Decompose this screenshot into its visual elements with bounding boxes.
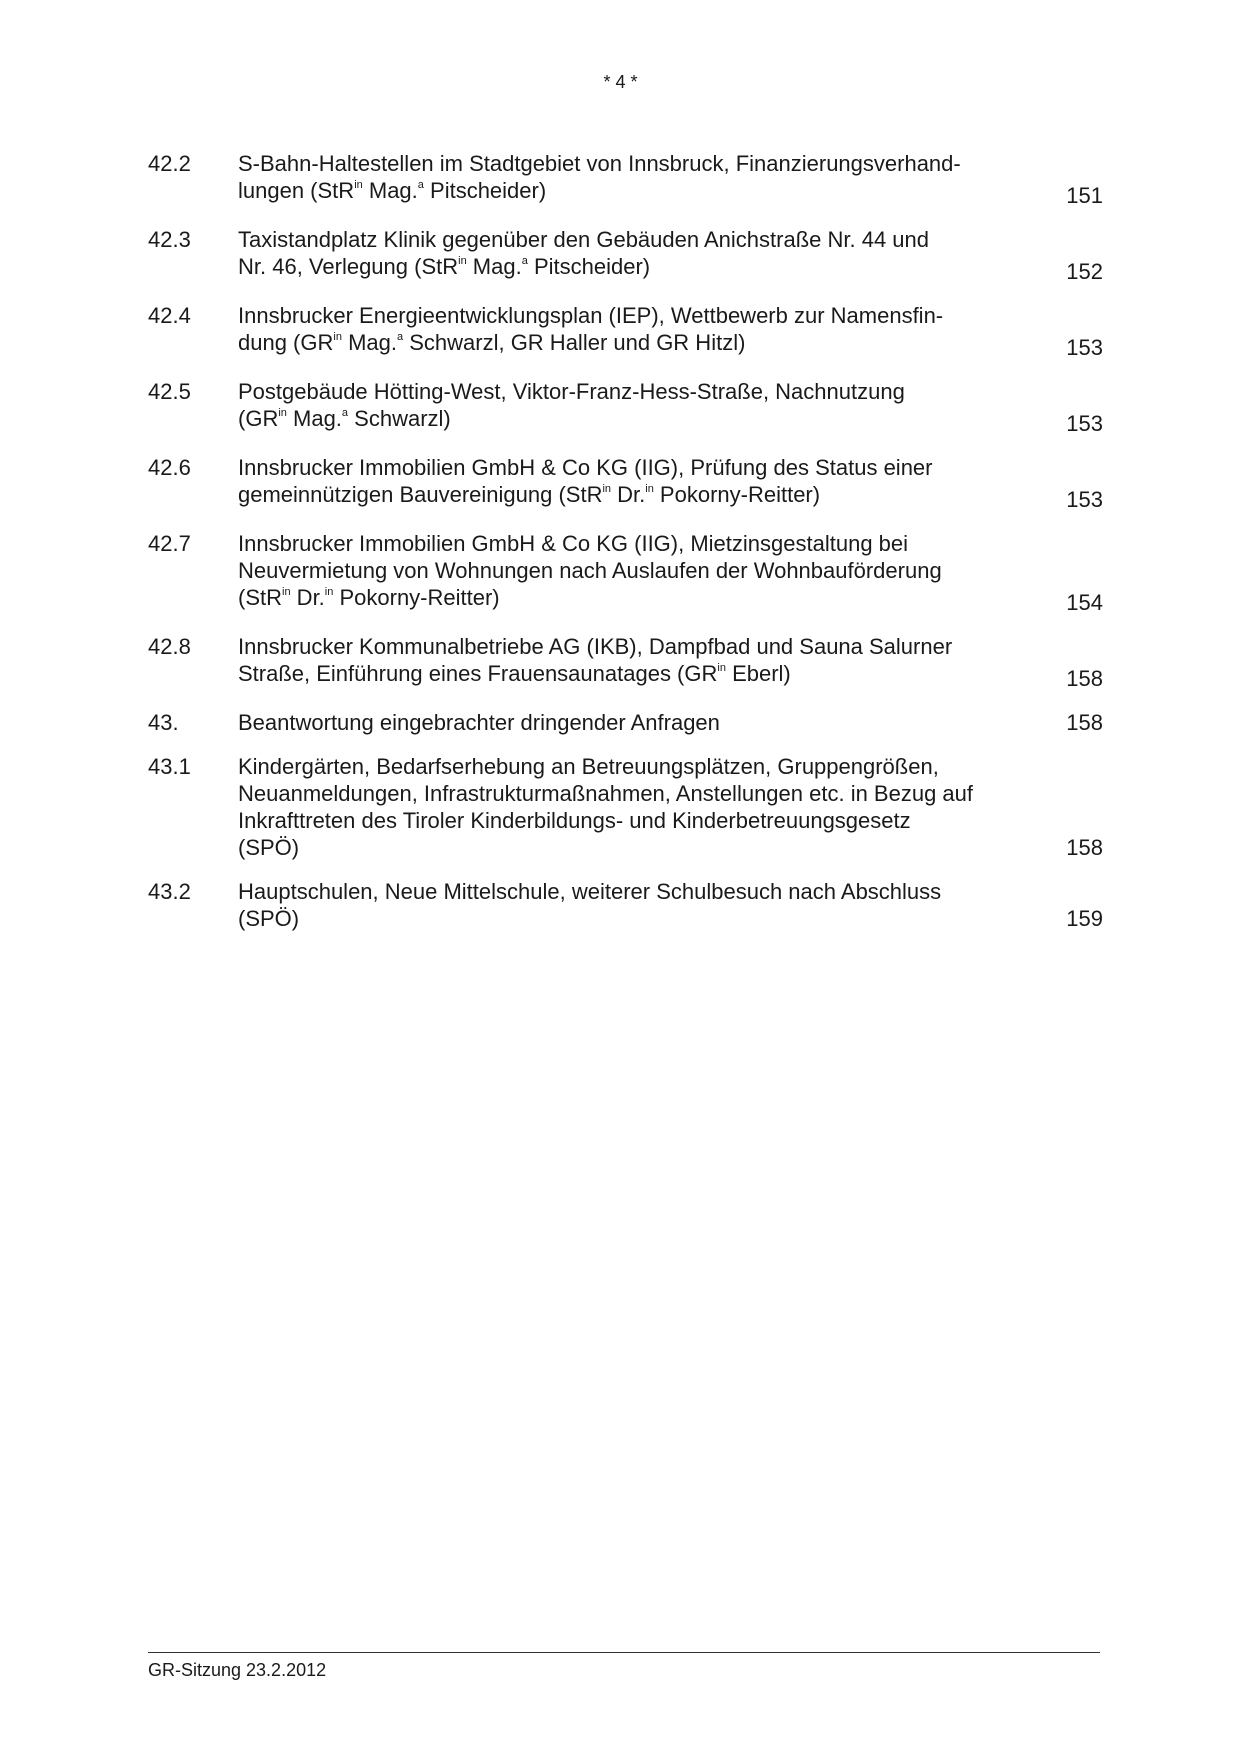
toc-entry-page-number: 158: [1066, 710, 1103, 735]
toc-entry-title-line: [238, 709, 1018, 736]
toc-entry-page-number: 153: [1066, 335, 1103, 360]
toc-entry: [148, 302, 1103, 361]
toc-entry-number: 43.1: [148, 754, 191, 779]
toc-entry-number: 42.2: [148, 151, 191, 176]
title-superscript: in: [354, 179, 363, 191]
toc-entry: [148, 530, 1103, 616]
toc-entry-title-line: [238, 378, 1018, 405]
toc-entry: [148, 633, 1103, 692]
title-text-segment: Pokorny-Reitter): [333, 585, 500, 610]
title-superscript: a: [521, 255, 528, 267]
toc-entry-number: 42.7: [148, 531, 191, 556]
title-text-segment: Kindergärten, Bedarfserhebung an Betreuungsplätzen, Gruppengrößen,: [238, 754, 939, 779]
title-superscript: in: [333, 331, 342, 343]
toc-entry-page-number: 152: [1066, 259, 1103, 284]
title-superscript: in: [278, 407, 287, 419]
title-text-segment: Neuanmeldungen, Infrastrukturmaßnahmen, Anstellungen etc. in Bezug auf: [238, 781, 974, 806]
toc-entry-title-line: [238, 302, 1018, 329]
toc-entry-title-line: [238, 878, 1018, 905]
title-text-segment: Schwarzl, GR Haller und GR Hitzl): [403, 330, 746, 355]
toc-entry-title: [238, 709, 1018, 736]
title-text-segment: Innsbrucker Immobilien GmbH & Co KG (IIG), Prüfung des Status einer: [238, 455, 933, 480]
title-text-segment: Nr. 46, Verlegung (StR: [238, 254, 459, 279]
title-text-segment: Mag.: [286, 406, 342, 431]
footer-text: GR-Sitzung 23.2.2012: [148, 1660, 327, 1680]
toc-entry-page-number: 153: [1066, 487, 1103, 512]
table-of-contents: [148, 150, 1103, 949]
title-superscript: in: [645, 483, 654, 495]
title-superscript: a: [417, 179, 424, 191]
toc-entry-title: [238, 454, 1018, 513]
title-text-segment: Eberl): [725, 661, 791, 686]
toc-entry-page-number: 151: [1066, 183, 1103, 208]
toc-entry: [148, 378, 1103, 437]
title-text-segment: Postgebäude Hötting-West, Viktor-Franz-Hess-Straße, Nachnutzung: [238, 379, 905, 404]
title-text-segment: Schwarzl): [348, 406, 451, 431]
title-superscript: in: [602, 483, 612, 495]
toc-entry-title-line: [238, 253, 1018, 285]
toc-entry: [148, 150, 1103, 209]
title-text-segment: Dr.: [611, 482, 646, 507]
toc-entry-title-line: [238, 780, 1018, 807]
toc-entry-number: 42.5: [148, 379, 191, 404]
title-text-segment: dung (GR: [238, 330, 334, 355]
toc-entry: [148, 753, 1103, 861]
toc-entry-title-line: [238, 660, 1018, 692]
toc-entry-title-line: [238, 834, 1018, 861]
toc-entry-title-line: [238, 807, 1018, 834]
footer-divider: [148, 1652, 1100, 1653]
toc-entry-page-number: 159: [1066, 906, 1103, 931]
title-text-segment: Neuvermietung von Wohnungen nach Auslaufen der Wohnbauförderung: [238, 558, 942, 583]
toc-entry-title-line: [238, 584, 1018, 616]
title-text-segment: Straße, Einführung eines Frauensaunatages (GR: [238, 661, 718, 686]
toc-entry-number: 42.4: [148, 303, 191, 328]
title-text-segment: Innsbrucker Energieentwicklungsplan (IEP), Wettbewerb zur Namensfin-: [238, 303, 944, 328]
toc-entry-number: 42.8: [148, 634, 191, 659]
title-text-segment: (StR: [238, 585, 282, 610]
title-text-segment: S-Bahn-Haltestellen im Stadtgebiet von Innsbruck, Finanzierungsverhand-: [238, 151, 961, 176]
toc-entry-title-line: [238, 150, 1018, 177]
toc-entry-title-line: [238, 405, 1018, 437]
title-text-segment: Pitscheider): [423, 178, 547, 203]
toc-entry: [148, 226, 1103, 285]
toc-entry-number: 43.: [148, 710, 179, 735]
toc-entry-title-line: [238, 226, 1018, 253]
title-text-segment: gemeinnützigen Bauvereinigung (StR: [238, 482, 603, 507]
toc-entry-title: [238, 633, 1018, 692]
title-text-segment: (GR: [238, 406, 279, 431]
toc-entry: [148, 454, 1103, 513]
toc-entry-title: [238, 530, 1018, 616]
toc-entry-title: [238, 302, 1018, 361]
title-text-segment: Mag.: [341, 330, 397, 355]
title-text-segment: Dr.: [290, 585, 325, 610]
toc-entry-title-line: [238, 454, 1018, 481]
title-text-segment: Pokorny-Reitter): [653, 482, 821, 507]
title-text-segment: Mag.: [362, 178, 418, 203]
toc-entry-page-number: 158: [1066, 835, 1103, 860]
toc-entry: [148, 709, 1103, 736]
toc-entry-number: 42.3: [148, 227, 191, 252]
toc-entry-title-line: [238, 530, 1018, 557]
toc-entry-title: [238, 753, 1018, 861]
title-text-segment: Pitscheider): [527, 254, 651, 279]
title-superscript: in: [717, 662, 726, 674]
toc-entry-title-line: [238, 753, 1018, 780]
toc-entry-title: [238, 150, 1018, 209]
title-text-segment: Mag.: [466, 254, 522, 279]
toc-entry-title-line: [238, 905, 1018, 932]
title-text-segment: (SPÖ): [238, 906, 300, 931]
toc-entry-number: 43.2: [148, 879, 191, 904]
title-text-segment: Innsbrucker Kommunalbetriebe AG (IKB), Dampfbad und Sauna Salurner: [238, 634, 953, 659]
title-superscript: in: [324, 586, 334, 598]
toc-entry-number: 42.6: [148, 455, 191, 480]
title-text-segment: Taxistandplatz Klinik gegenüber den Gebäuden Anichstraße Nr. 44 und: [238, 227, 930, 252]
title-superscript: a: [341, 407, 349, 419]
toc-entry-title-line: [238, 633, 1018, 660]
toc-entry-page-number: 153: [1066, 411, 1103, 436]
title-text-segment: Inkrafttreten des Tiroler Kinderbildungs- und Kinderbetreuungsgesetz: [238, 808, 911, 833]
title-superscript: in: [282, 586, 291, 598]
title-text-segment: Hauptschulen, Neue Mittelschule, weiterer Schulbesuch nach Abschluss: [238, 879, 942, 904]
title-text-segment: Innsbrucker Immobilien GmbH & Co KG (IIG), Mietzinsgestaltung bei: [238, 531, 909, 556]
toc-entry-title-line: [238, 481, 1018, 513]
toc-entry-title-line: [238, 557, 1018, 584]
title-text-segment: (SPÖ): [238, 835, 300, 860]
title-text-segment: lungen (StR: [238, 178, 355, 203]
title-superscript: a: [396, 331, 404, 343]
toc-entry-page-number: 158: [1066, 666, 1103, 691]
toc-entry-title-line: [238, 329, 1018, 361]
toc-entry-title: [238, 878, 1018, 932]
title-superscript: in: [458, 255, 467, 267]
title-text-segment: Beantwortung eingebrachter dringender Anfragen: [238, 710, 720, 735]
toc-entry: [148, 878, 1103, 932]
toc-entry-title: [238, 378, 1018, 437]
toc-entry-title: [238, 226, 1018, 285]
toc-entry-title-line: [238, 177, 1018, 209]
toc-entry-page-number: 154: [1066, 590, 1103, 615]
page-number: * 4 *: [603, 72, 638, 92]
